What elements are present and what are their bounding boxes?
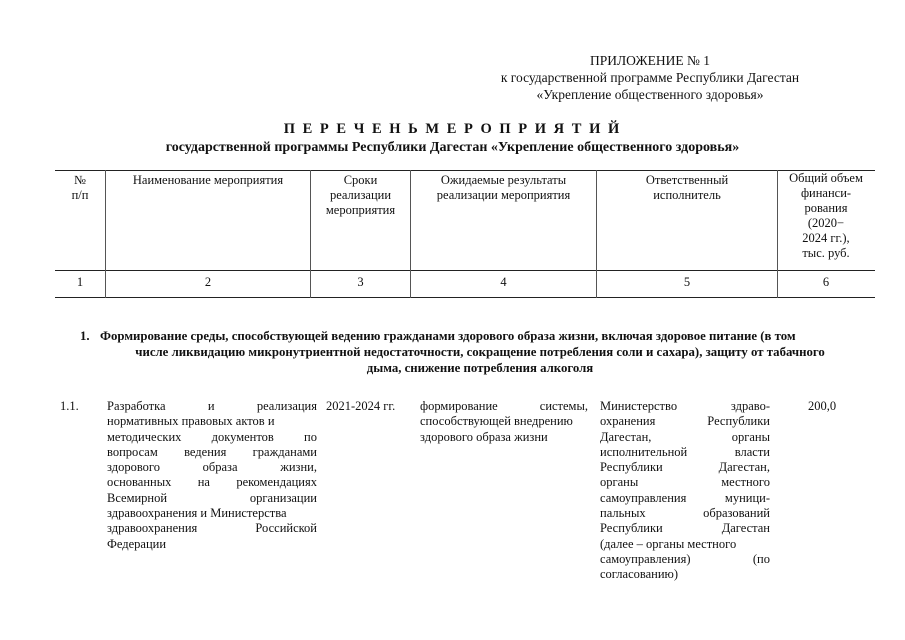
executor-word: Министерство [600,399,678,413]
executor-word: образований [703,506,770,521]
name-word: организации [249,490,317,505]
name-word: основанных [107,475,172,490]
executor-word: местного [721,475,770,490]
row-term: 2021-2024 гг. [326,399,396,413]
name-word: методических [107,429,182,444]
executor-line [600,460,770,475]
name-word: и [207,399,215,413]
appendix-line-3: «Укрепление общественного здоровья» [536,87,764,102]
name-word: здравоохранения [107,521,198,536]
executor-word: Республики [600,460,663,475]
executor-word: исполнительной [600,444,688,459]
name-word: образа [202,460,238,475]
executor-word: Дагестан [721,521,770,536]
appendix-header [460,52,840,103]
executor-line [600,430,770,445]
header-term: Сроки реализации мероприятия [325,173,396,217]
executor-word: органы [600,475,639,490]
executor-word: охранения [600,414,656,429]
name-word: документов [211,429,274,444]
result-word: здорового образа жизни [420,429,548,444]
row-financing: 200,0 [808,399,837,413]
result-word: формирование [420,399,498,413]
name-line [107,521,317,536]
executor-word: самоуправления) [600,551,691,566]
header-executor: Ответственный исполнитель [645,173,729,202]
section-heading [80,328,880,376]
result-word: системы, [539,399,588,413]
header-result: Ожидаемые результаты реализации мероприятия [436,173,571,202]
executor-line [600,537,770,552]
table-bottom-border [55,297,875,298]
executor-word: самоуправления [600,490,687,505]
executor-line [600,491,770,506]
name-word: нормативных правовых актов и [107,414,275,429]
result-line [420,414,588,429]
executor-line [600,399,770,414]
name-word: Российской [255,521,317,536]
document-title: П Е Р Е Ч Е Н Ь М Е Р О П Р И Я Т И Й [283,121,622,137]
executor-word: Республики [707,414,770,429]
executor-word: Дагестан, [600,429,652,444]
executor-word: Республики [600,521,663,536]
column-number-5: 5 [683,275,691,289]
column-number-1: 1 [76,275,84,289]
executor-word: муници- [724,490,770,505]
column-number-6: 6 [822,275,830,289]
name-line [107,445,317,460]
document-subtitle: государственной программы Республики Дагестан «Укрепление общественного здоровья» [165,140,740,155]
name-line [107,491,317,506]
result-line [420,430,588,445]
executor-word: власти [734,444,770,459]
column-number-3: 3 [357,275,364,289]
table-top-border [55,170,875,171]
executor-line [600,552,770,567]
name-word: по [304,429,317,444]
executor-word: пальных [600,506,646,521]
executor-line [600,445,770,460]
executor-word: (по [752,551,770,566]
section-heading-line-2: числе ликвидацию микронутриентной недостаточности, сокращение потребления соли и сахара), защиту от табачного [135,345,825,359]
executor-line [600,567,770,582]
name-line [107,399,317,414]
name-line [107,475,317,490]
row-event-name [107,399,317,552]
name-word: Всемирной [107,490,168,505]
appendix-line-1: ПРИЛОЖЕНИЕ № 1 [589,53,711,68]
header-financing: Общий объем финанси- рования (2020− 2024 гг.), тыс. руб. [789,171,863,260]
executor-word: согласованию) [600,567,679,582]
result-line [420,399,588,414]
name-word: Федерации [107,536,167,551]
name-word: рекомендациях [236,475,317,490]
section-heading-line-1: Формирование среды, способствующей ведению гражданами здорового образа жизни, включая здоровое питание (в том [100,329,796,343]
name-word: здравоохранения и Министерства [107,506,287,521]
executor-word: органы [731,429,770,444]
table-header-separator [55,270,875,271]
name-word: здорового [107,460,160,475]
name-line [107,537,317,552]
name-line [107,430,317,445]
name-word: реализация [256,399,317,413]
name-word: гражданами [252,444,317,459]
row-expected-result [420,399,588,445]
result-word: способствующей внедрению [420,414,573,429]
name-word: жизни, [280,460,317,475]
row-number: 1.1. [60,399,79,413]
executor-line [600,475,770,490]
executor-word: Дагестан, [718,460,770,475]
executor-word: здраво- [730,399,770,413]
executor-line [600,521,770,536]
name-word: ведения [184,444,227,459]
column-number-4: 4 [500,275,507,289]
executor-line [600,414,770,429]
row-executor [600,399,770,583]
executor-word: (далее – органы местного [600,536,737,551]
column-number-2: 2 [204,275,212,289]
section-number: 1. [80,329,90,343]
name-line [107,506,317,521]
section-heading-line-3: дыма, снижение потребления алкоголя [366,361,594,375]
appendix-line-2: к государственной программе Республики Дагестан [500,70,800,85]
executor-line [600,506,770,521]
name-word: Разработка [107,399,166,413]
header-number: № п/п [71,173,89,202]
name-word: на [197,475,210,490]
name-word: вопросам [107,444,158,459]
name-line [107,460,317,475]
header-name: Наименование мероприятия [132,173,284,187]
name-line [107,414,317,429]
